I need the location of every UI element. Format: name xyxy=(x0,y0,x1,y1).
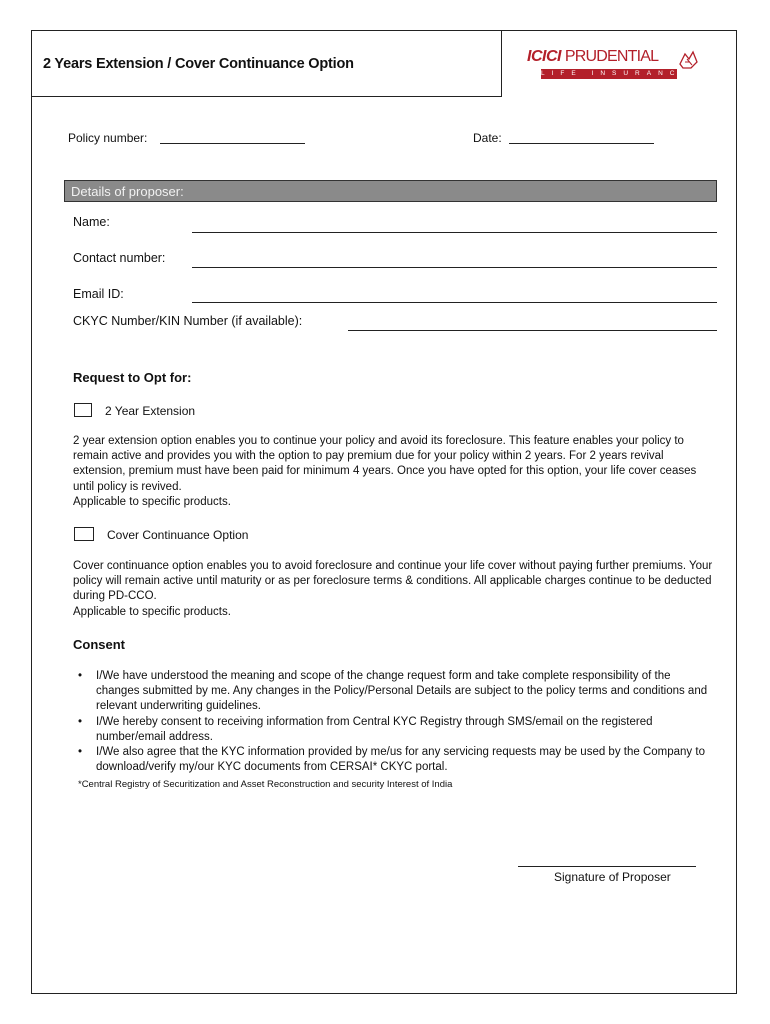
logo-tagline: LIFE INSURANCE xyxy=(541,70,693,77)
option1-note: Applicable to specific products. xyxy=(73,495,231,508)
cersai-footnote: *Central Registry of Securitization and Asset Reconstruction and security Interest of India xyxy=(78,779,453,790)
option2-note: Applicable to specific products. xyxy=(73,605,231,618)
list-item: • I/We hereby consent to receiving information from Central KYC Registry through SMS/email on the registered number/email address. xyxy=(78,715,713,745)
policy-number-label: Policy number: xyxy=(68,131,148,145)
contact-number-label: Contact number: xyxy=(73,251,166,265)
cover-continuance-description xyxy=(73,559,713,620)
logo-brand: ICICI xyxy=(527,48,561,65)
form-title: 2 Years Extension / Cover Continuance Option xyxy=(43,56,354,72)
signature-field[interactable] xyxy=(518,866,696,867)
signature-label: Signature of Proposer xyxy=(554,870,671,884)
consent-heading: Consent xyxy=(73,637,125,652)
policy-number-field[interactable] xyxy=(160,143,305,144)
request-heading: Request to Opt for: xyxy=(73,370,192,385)
ckyc-field[interactable] xyxy=(348,330,717,331)
email-field[interactable] xyxy=(192,302,717,303)
name-label: Name: xyxy=(73,215,110,229)
logo-wordmark xyxy=(527,48,658,66)
cover-continuance-label: Cover Continuance Option xyxy=(107,528,249,542)
name-field[interactable] xyxy=(192,232,717,233)
consent-list xyxy=(78,669,713,775)
form-border xyxy=(31,30,737,994)
date-label: Date: xyxy=(473,131,502,145)
option1-text: 2 year extension option enables you to continue your policy and avoid its foreclosure. This feature enables your policy to remain active and provides you with the option to pay premium due for your policy within 2 years. For 2 years revival extension, premium must have been paid for minimum 4 years. Once you have opted for this option, your life cover ceases until policy is revived. xyxy=(73,435,697,493)
date-field[interactable] xyxy=(509,143,654,144)
two-year-extension-description xyxy=(73,434,713,510)
proposer-section-header xyxy=(64,180,717,202)
two-year-extension-checkbox[interactable] xyxy=(74,403,92,417)
cover-continuance-checkbox[interactable] xyxy=(74,527,94,541)
list-item: • I/We have understood the meaning and scope of the change request form and take complete responsibility of the changes submitted by me. Any changes in the Policy/Personal Details are subject to the policy terms and conditions and relevant underwriting guidelines. xyxy=(78,669,713,715)
logo-brand-suffix: PRUDENTIAL xyxy=(564,48,659,65)
email-label: Email ID: xyxy=(73,287,124,301)
proposer-section-title: Details of proposer: xyxy=(71,184,184,199)
ckyc-label: CKYC Number/KIN Number (if available): xyxy=(73,314,303,328)
option2-text: Cover continuance option enables you to avoid foreclosure and continue your life cover without paying further premiums. Your policy will remain active until maturity or as per foreclosure terms & conditions. All applicable charges continue to be deducted during PD-CCO. xyxy=(73,560,713,603)
icici-prudential-logo xyxy=(527,48,697,84)
two-year-extension-label: 2 Year Extension xyxy=(105,404,196,418)
contact-number-field[interactable] xyxy=(192,267,717,268)
lion-emblem-icon xyxy=(677,50,699,70)
list-item: • I/We also agree that the KYC information provided by me/us for any servicing requests may be used by the Company to download/verify my/our KYC documents from CERSAI* CKYC portal. xyxy=(78,745,713,775)
